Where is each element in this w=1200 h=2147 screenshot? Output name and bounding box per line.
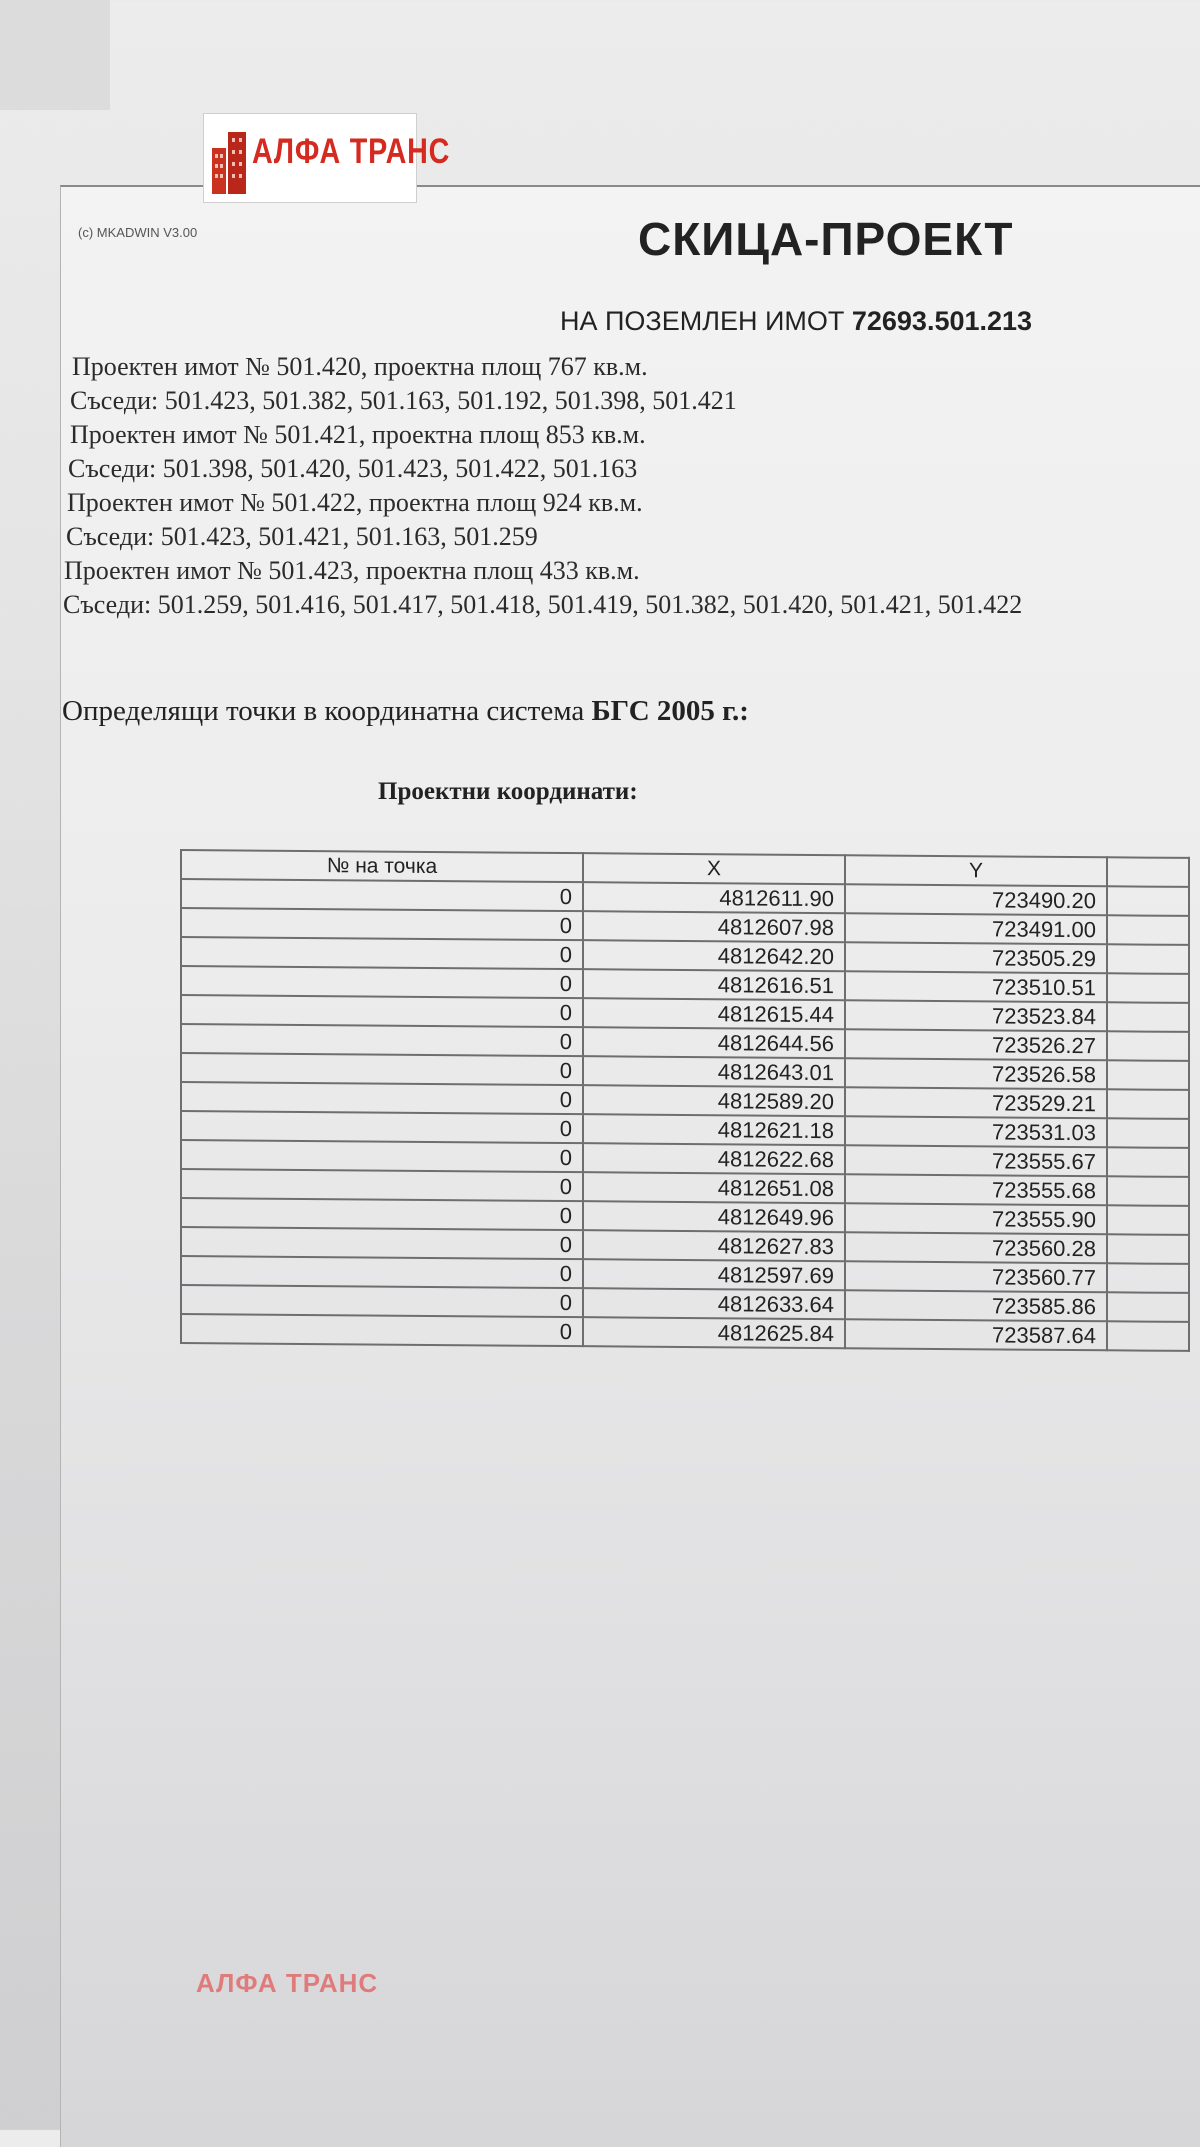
point-number-cell: 0 bbox=[181, 995, 583, 1027]
y-coordinate-cell: 723526.58 bbox=[845, 1058, 1107, 1089]
subtitle-prefix: НА ПОЗЕМЛЕН ИМОТ bbox=[560, 306, 845, 336]
empty-cell bbox=[1107, 1118, 1189, 1148]
empty-cell bbox=[1107, 973, 1189, 1003]
x-coordinate-cell: 4812589.20 bbox=[583, 1085, 845, 1116]
x-coordinate-cell: 4812642.20 bbox=[583, 940, 845, 971]
x-coordinate-cell: 4812615.44 bbox=[583, 998, 845, 1029]
y-coordinate-cell: 723560.77 bbox=[845, 1261, 1107, 1292]
empty-cell bbox=[1107, 1321, 1189, 1351]
property-line: Проектен имот № 501.422, проектна площ 924 кв.м. bbox=[67, 488, 643, 517]
coordinates-heading: Проектни координати: bbox=[378, 778, 638, 805]
point-number-cell: 0 bbox=[181, 1053, 583, 1085]
x-coordinate-cell: 4812622.68 bbox=[583, 1143, 845, 1174]
y-coordinate-cell: 723560.28 bbox=[845, 1232, 1107, 1263]
y-coordinate-cell: 723555.68 bbox=[845, 1174, 1107, 1205]
y-coordinate-cell: 723526.27 bbox=[845, 1029, 1107, 1060]
y-coordinate-cell: 723510.51 bbox=[845, 971, 1107, 1002]
point-number-cell: 0 bbox=[181, 1227, 583, 1259]
point-number-cell: 0 bbox=[181, 908, 583, 940]
section-title-prefix: Определящи точки в координатна система bbox=[62, 695, 585, 727]
empty-cell bbox=[1107, 1060, 1189, 1090]
empty-cell bbox=[1107, 915, 1189, 945]
x-coordinate-cell: 4812616.51 bbox=[583, 969, 845, 1000]
y-coordinate-cell: 723505.29 bbox=[845, 942, 1107, 973]
x-coordinate-cell: 4812643.01 bbox=[583, 1056, 845, 1087]
y-coordinate-cell: 723523.84 bbox=[845, 1000, 1107, 1031]
coordinates-table bbox=[180, 849, 1190, 1352]
x-coordinate-cell: 4812607.98 bbox=[583, 911, 845, 942]
point-number-cell: 0 bbox=[181, 1314, 583, 1346]
property-line: Проектен имот № 501.420, проектна площ 767 кв.м. bbox=[72, 352, 648, 381]
table-body bbox=[181, 879, 1189, 1351]
company-logo bbox=[203, 113, 451, 203]
coordinate-system: БГС 2005 г.: bbox=[591, 695, 749, 727]
background-strip bbox=[0, 0, 110, 110]
software-label: (c) MKADWIN V3.00 bbox=[78, 225, 198, 240]
x-coordinate-cell: 4812597.69 bbox=[583, 1259, 845, 1290]
property-line: Проектен имот № 501.423, проектна площ 433 кв.м. bbox=[64, 556, 640, 585]
logo-text: АЛФА ТРАНС bbox=[252, 132, 451, 171]
watermark: АЛФА ТРАНС bbox=[196, 1968, 379, 1998]
x-coordinate-cell: 4812621.18 bbox=[583, 1114, 845, 1145]
empty-cell bbox=[1107, 1176, 1189, 1206]
point-number-cell: 0 bbox=[181, 1256, 583, 1288]
x-coordinate-cell: 4812633.64 bbox=[583, 1288, 845, 1319]
column-header-x: X bbox=[583, 853, 845, 884]
empty-column bbox=[1107, 857, 1189, 887]
empty-cell bbox=[1107, 1089, 1189, 1119]
property-line: Проектен имот № 501.421, проектна площ 853 кв.м. bbox=[70, 420, 646, 449]
neighbors-line: Съседи: 501.398, 501.420, 501.423, 501.422, 501.163 bbox=[68, 454, 638, 483]
empty-cell bbox=[1107, 1031, 1189, 1061]
x-coordinate-cell: 4812627.83 bbox=[583, 1230, 845, 1261]
empty-cell bbox=[1107, 1002, 1189, 1032]
x-coordinate-cell: 4812625.84 bbox=[583, 1317, 845, 1348]
empty-cell bbox=[1107, 1147, 1189, 1177]
y-coordinate-cell: 723587.64 bbox=[845, 1319, 1107, 1350]
x-coordinate-cell: 4812611.90 bbox=[583, 882, 845, 913]
y-coordinate-cell: 723555.90 bbox=[845, 1203, 1107, 1234]
neighbors-line: Съседи: 501.423, 501.382, 501.163, 501.192, 501.398, 501.421 bbox=[70, 386, 737, 415]
y-coordinate-cell: 723491.00 bbox=[845, 913, 1107, 944]
document-subtitle bbox=[560, 306, 1032, 337]
x-coordinate-cell: 4812649.96 bbox=[583, 1201, 845, 1232]
y-coordinate-cell: 723529.21 bbox=[845, 1087, 1107, 1118]
empty-cell bbox=[1107, 1205, 1189, 1235]
section-title bbox=[62, 695, 749, 728]
point-number-cell: 0 bbox=[181, 1082, 583, 1114]
empty-cell bbox=[1107, 886, 1189, 916]
point-number-cell: 0 bbox=[181, 1285, 583, 1317]
y-coordinate-cell: 723490.20 bbox=[845, 884, 1107, 915]
x-coordinate-cell: 4812651.08 bbox=[583, 1172, 845, 1203]
point-number-cell: 0 bbox=[181, 1198, 583, 1230]
y-coordinate-cell: 723585.86 bbox=[845, 1290, 1107, 1321]
point-number-cell: 0 bbox=[181, 879, 583, 911]
empty-cell bbox=[1107, 1234, 1189, 1264]
point-number-cell: 0 bbox=[181, 1024, 583, 1056]
point-number-cell: 0 bbox=[181, 966, 583, 998]
x-coordinate-cell: 4812644.56 bbox=[583, 1027, 845, 1058]
column-header-y: Y bbox=[845, 855, 1107, 886]
neighbors-line: Съседи: 501.423, 501.421, 501.163, 501.259 bbox=[66, 522, 538, 551]
y-coordinate-cell: 723555.67 bbox=[845, 1145, 1107, 1176]
document-title: СКИЦА-ПРОЕКТ bbox=[638, 213, 1014, 265]
column-header-point: № на точка bbox=[181, 850, 583, 882]
building-icon bbox=[210, 126, 250, 196]
neighbors-line: Съседи: 501.259, 501.416, 501.417, 501.418, 501.419, 501.382, 501.420, 501.421, 501.422 bbox=[63, 590, 1023, 619]
point-number-cell: 0 bbox=[181, 1111, 583, 1143]
point-number-cell: 0 bbox=[181, 1169, 583, 1201]
empty-cell bbox=[1107, 1263, 1189, 1293]
point-number-cell: 0 bbox=[181, 1140, 583, 1172]
y-coordinate-cell: 723531.03 bbox=[845, 1116, 1107, 1147]
property-id: 72693.501.213 bbox=[851, 306, 1033, 336]
empty-cell bbox=[1107, 944, 1189, 974]
empty-cell bbox=[1107, 1292, 1189, 1322]
point-number-cell: 0 bbox=[181, 937, 583, 969]
